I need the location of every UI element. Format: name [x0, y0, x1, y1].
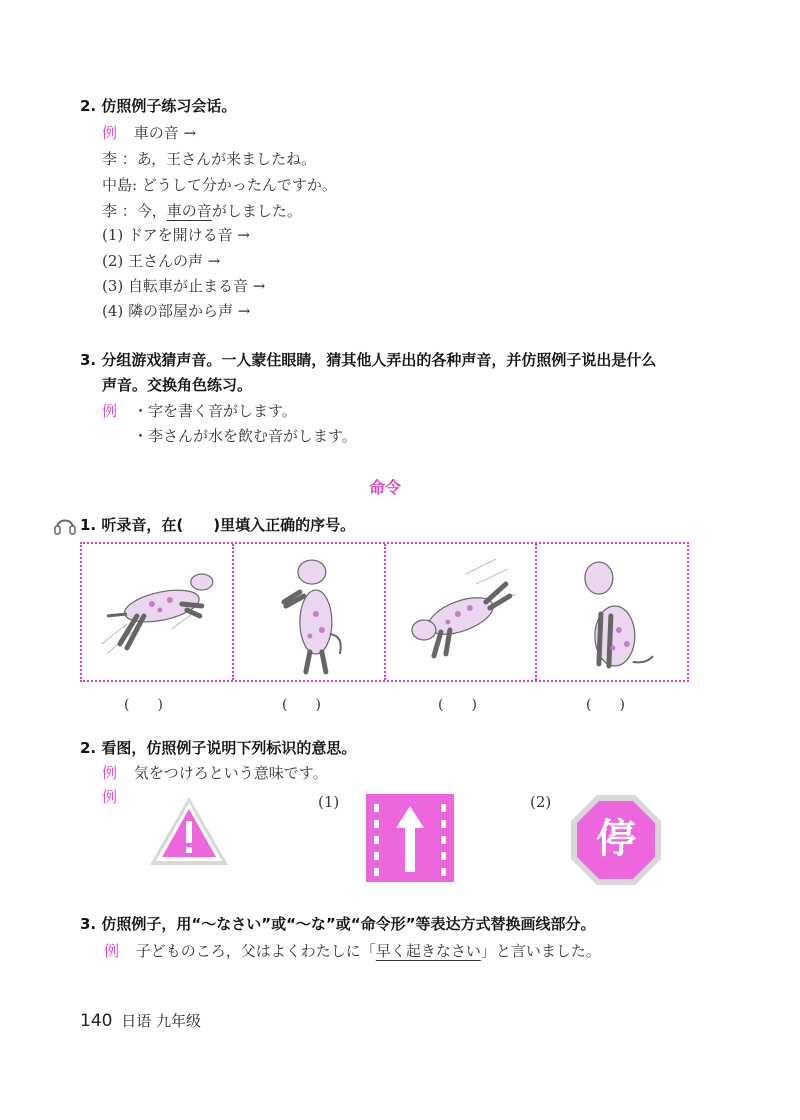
ex2-title: 2. 看图，仿照例子说明下列标识的意思。: [80, 739, 357, 757]
example-text-end: 」と言いました。: [480, 942, 601, 960]
section3-title-line1: 3. 分组游戏猜声音。一人蒙住眼睛，猜其他人弄出的各种声音，并仿照例子说出是什么: [80, 351, 657, 369]
practice-item-1: (1) ドアを開ける音 →: [102, 226, 250, 244]
dog-jumping-image: [82, 544, 234, 680]
example-line: 車の音 →: [133, 124, 197, 142]
section3-example-1: ・字を書く音がします。: [133, 402, 297, 420]
dialogue-line-2: [102, 174, 337, 195]
warning-triangle-icon: [148, 795, 230, 867]
headphones-icon: [52, 512, 78, 538]
dog-leaping-down-image: [386, 544, 538, 680]
speaker: 李: [102, 150, 122, 168]
dialogue-text: : どうして分かったんですか。: [132, 176, 337, 194]
sign-label-2: (2): [530, 793, 552, 811]
page-footer: [80, 1010, 201, 1031]
stop-sign-character: 停: [596, 816, 636, 862]
dialogue-line-1: [102, 148, 316, 169]
ex2-example: [102, 762, 328, 783]
section2-example: [102, 122, 196, 143]
answer-blank-4[interactable]: ( ): [586, 697, 625, 713]
example-label: 例: [102, 124, 118, 142]
command-heading: 命令: [369, 478, 402, 497]
underlined-phrase: 車の音: [166, 202, 212, 220]
ex3-title: 3. 仿照例子，用“～なさい”或“～な”或“命令形”等表达方式替换画线部分。: [80, 915, 596, 933]
dialogue-text-end: がしました。: [211, 202, 302, 220]
sign-label-1: (1): [318, 793, 340, 811]
example-label: 例: [104, 942, 120, 960]
example-text: 気をつけろという意味です。: [133, 764, 328, 782]
practice-item-3: (3) 自転車が止まる音 →: [102, 277, 266, 295]
answer-blank-1[interactable]: ( ): [124, 697, 163, 713]
dialogue-text: ：あ，王さんが来ましたね。: [121, 150, 317, 168]
book-title: 日语 九年级: [121, 1012, 202, 1030]
dialogue-line-3: [102, 200, 302, 221]
speaker: 中島: [102, 176, 133, 194]
example-label: 例: [102, 764, 118, 782]
example-text: 子どものころ，父はよくわたしに「: [135, 942, 376, 960]
answer-blank-3[interactable]: ( ): [438, 697, 477, 713]
one-way-arrow-sign-icon: [366, 794, 454, 882]
underlined-phrase: 早く起きなさい: [375, 942, 481, 960]
dog-image-panel: [80, 542, 689, 682]
dog-sitting-image: [537, 544, 687, 680]
section2-title: 2. 仿照例子练习会话。: [80, 97, 237, 115]
sign-example-label: 例: [102, 788, 118, 806]
answer-blank-2[interactable]: ( ): [282, 697, 321, 713]
practice-item-2: (2) 王さんの声 →: [102, 252, 221, 270]
section3-title-line2: 声音。交换角色练习。: [102, 376, 253, 394]
ex3-example: [104, 940, 601, 961]
page-number: 140: [80, 1011, 113, 1031]
ex1-title: 1. 听录音，在( )里填入正确的序号。: [80, 516, 356, 534]
dog-standing-image: [234, 544, 386, 680]
speaker: 李: [102, 202, 122, 220]
section3-example-2: ・李さんが水を飲む音がします。: [133, 427, 357, 445]
section3-example-label: 例: [102, 402, 118, 420]
practice-item-4: (4) 隣の部屋から声 →: [102, 302, 251, 320]
dialogue-text: ：今，: [121, 202, 167, 220]
